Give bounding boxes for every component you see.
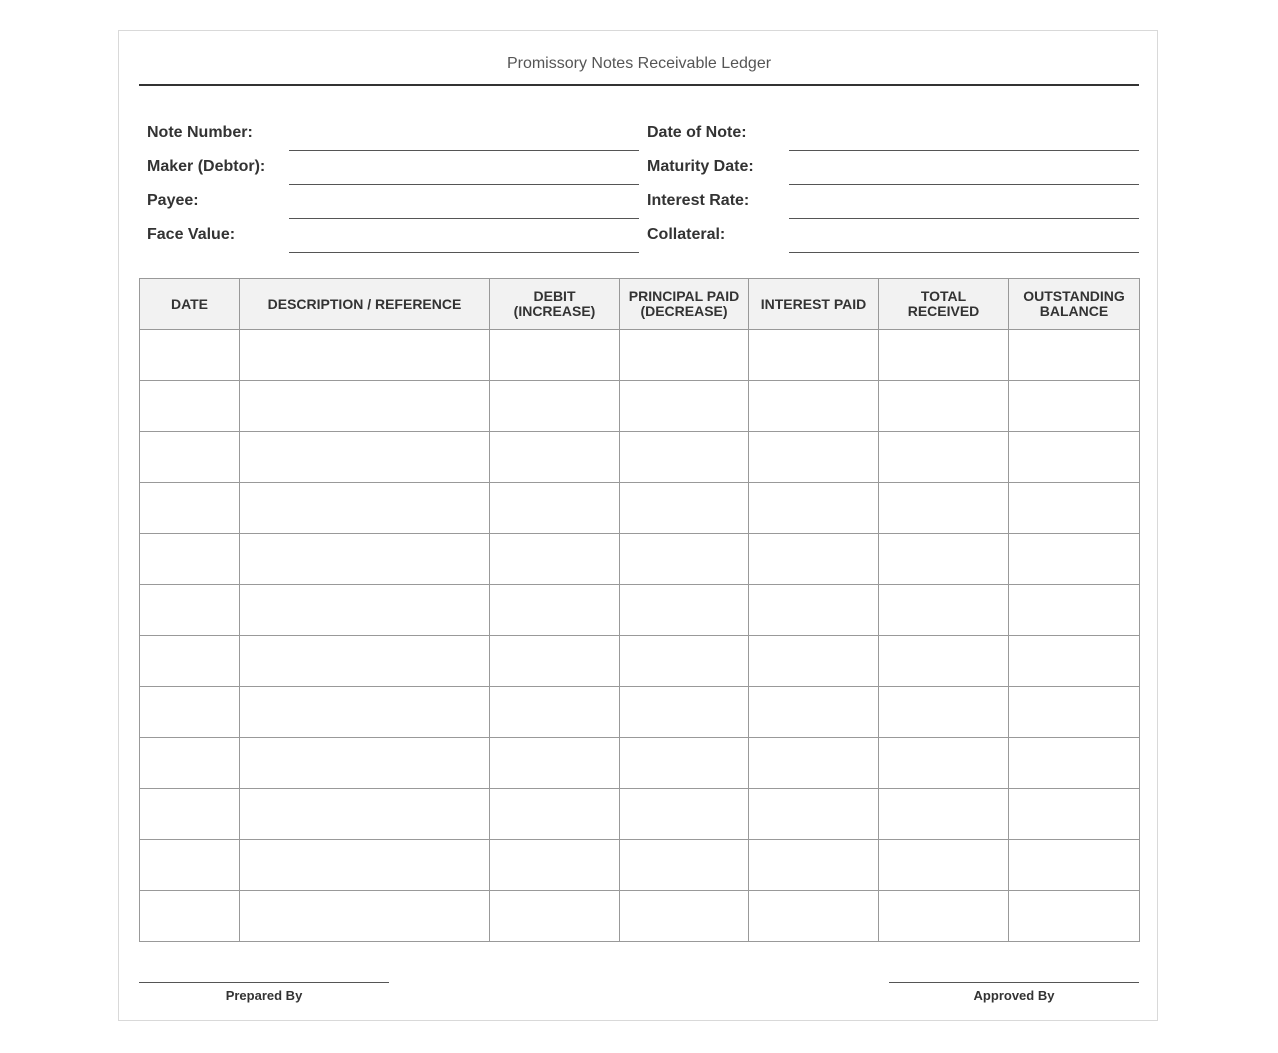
principal-paid-cell[interactable] (620, 687, 749, 738)
description-cell[interactable] (240, 687, 490, 738)
principal-paid-cell[interactable] (620, 585, 749, 636)
face-value-field[interactable] (289, 252, 639, 253)
interest-paid-cell[interactable] (749, 891, 879, 942)
outstanding-balance-cell[interactable] (1009, 432, 1140, 483)
total-received-cell[interactable] (879, 432, 1009, 483)
debit-cell[interactable] (490, 789, 620, 840)
description-cell[interactable] (240, 789, 490, 840)
debit-cell[interactable] (490, 534, 620, 585)
outstanding-balance-cell[interactable] (1009, 738, 1140, 789)
principal-paid-cell[interactable] (620, 534, 749, 585)
column-header-interest-paid: INTEREST PAID (749, 279, 879, 330)
outstanding-balance-cell[interactable] (1009, 636, 1140, 687)
total-received-cell[interactable] (879, 534, 1009, 585)
debit-cell[interactable] (490, 840, 620, 891)
interest-paid-cell[interactable] (749, 381, 879, 432)
description-cell[interactable] (240, 381, 490, 432)
description-cell[interactable] (240, 585, 490, 636)
total-received-cell[interactable] (879, 840, 1009, 891)
description-cell[interactable] (240, 330, 490, 381)
principal-paid-cell[interactable] (620, 891, 749, 942)
outstanding-balance-cell[interactable] (1009, 381, 1140, 432)
description-cell[interactable] (240, 432, 490, 483)
outstanding-balance-cell[interactable] (1009, 687, 1140, 738)
debit-cell[interactable] (490, 585, 620, 636)
principal-paid-cell[interactable] (620, 330, 749, 381)
face-value-label: Face Value: (147, 226, 236, 243)
description-cell[interactable] (240, 483, 490, 534)
outstanding-balance-cell[interactable] (1009, 534, 1140, 585)
outstanding-balance-cell[interactable] (1009, 840, 1140, 891)
total-received-cell[interactable] (879, 636, 1009, 687)
outstanding-balance-cell[interactable] (1009, 891, 1140, 942)
table-row (140, 840, 1140, 891)
principal-paid-cell[interactable] (620, 432, 749, 483)
interest-paid-cell[interactable] (749, 738, 879, 789)
date-cell[interactable] (140, 381, 240, 432)
principal-paid-cell[interactable] (620, 789, 749, 840)
column-header-outstanding-balance: OUTSTANDING BALANCE (1009, 279, 1140, 330)
principal-paid-cell[interactable] (620, 636, 749, 687)
table-row (140, 636, 1140, 687)
maker-debtor-label: Maker (Debtor): (147, 158, 266, 175)
debit-cell[interactable] (490, 381, 620, 432)
table-row (140, 330, 1140, 381)
date-cell[interactable] (140, 789, 240, 840)
debit-cell[interactable] (490, 687, 620, 738)
description-cell[interactable] (240, 840, 490, 891)
date-cell[interactable] (140, 585, 240, 636)
outstanding-balance-cell[interactable] (1009, 330, 1140, 381)
table-row (140, 432, 1140, 483)
date-cell[interactable] (140, 738, 240, 789)
table-row (140, 483, 1140, 534)
total-received-cell[interactable] (879, 585, 1009, 636)
total-received-cell[interactable] (879, 330, 1009, 381)
column-header-date: DATE (140, 279, 240, 330)
table-row (140, 738, 1140, 789)
outstanding-balance-cell[interactable] (1009, 585, 1140, 636)
maturity-date-label: Maturity Date: (647, 158, 754, 175)
maker-debtor-field[interactable] (289, 184, 639, 185)
column-header-principal-paid: PRINCIPAL PAID (DECREASE) (620, 279, 749, 330)
outstanding-balance-cell[interactable] (1009, 789, 1140, 840)
table-row (140, 585, 1140, 636)
table-row (140, 891, 1140, 942)
interest-paid-cell[interactable] (749, 534, 879, 585)
interest-paid-cell[interactable] (749, 687, 879, 738)
payee-field[interactable] (289, 218, 639, 219)
interest-rate-label: Interest Rate: (647, 192, 750, 209)
date-cell[interactable] (140, 534, 240, 585)
interest-paid-cell[interactable] (749, 585, 879, 636)
interest-paid-cell[interactable] (749, 636, 879, 687)
note-number-field[interactable] (289, 150, 639, 151)
date-cell[interactable] (140, 330, 240, 381)
prepared-by-label: Prepared By (225, 988, 303, 1003)
description-cell[interactable] (240, 636, 490, 687)
date-cell[interactable] (140, 891, 240, 942)
debit-cell[interactable] (490, 636, 620, 687)
total-received-cell[interactable] (879, 891, 1009, 942)
total-received-cell[interactable] (879, 789, 1009, 840)
interest-paid-cell[interactable] (749, 840, 879, 891)
debit-cell[interactable] (490, 738, 620, 789)
collateral-label: Collateral: (647, 226, 726, 243)
collateral-field[interactable] (789, 252, 1139, 253)
outstanding-balance-cell[interactable] (1009, 483, 1140, 534)
ledger-page (118, 30, 1158, 1021)
date-cell[interactable] (140, 636, 240, 687)
principal-paid-cell[interactable] (620, 483, 749, 534)
date-cell[interactable] (140, 432, 240, 483)
interest-paid-cell[interactable] (749, 789, 879, 840)
column-header-debit: DEBIT (INCREASE) (490, 279, 620, 330)
description-cell[interactable] (240, 891, 490, 942)
interest-paid-cell[interactable] (749, 432, 879, 483)
title-divider (139, 84, 1139, 86)
interest-paid-cell[interactable] (749, 330, 879, 381)
date-of-note-label: Date of Note: (647, 124, 747, 141)
table-row (140, 687, 1140, 738)
interest-paid-cell[interactable] (749, 483, 879, 534)
ledger-header-row (140, 279, 1140, 330)
table-row (140, 534, 1140, 585)
principal-paid-cell[interactable] (620, 381, 749, 432)
debit-cell[interactable] (490, 891, 620, 942)
date-of-note-field[interactable] (789, 150, 1139, 151)
total-received-cell[interactable] (879, 738, 1009, 789)
column-header-total-received: TOTAL RECEIVED (879, 279, 1009, 330)
principal-paid-cell[interactable] (620, 738, 749, 789)
table-row (140, 789, 1140, 840)
total-received-cell[interactable] (879, 381, 1009, 432)
note-number-label: Note Number: (147, 124, 253, 141)
approved-by-label: Approved By (973, 988, 1055, 1003)
principal-paid-cell[interactable] (620, 840, 749, 891)
date-cell[interactable] (140, 687, 240, 738)
total-received-cell[interactable] (879, 483, 1009, 534)
approved-by-signature-line[interactable] (889, 982, 1139, 983)
prepared-by-signature-line[interactable] (139, 982, 389, 983)
column-header-description: DESCRIPTION / REFERENCE (240, 279, 490, 330)
ledger-table (139, 278, 1140, 942)
maturity-date-field[interactable] (789, 184, 1139, 185)
description-cell[interactable] (240, 534, 490, 585)
table-row (140, 381, 1140, 432)
ledger-body (140, 330, 1140, 942)
date-cell[interactable] (140, 840, 240, 891)
debit-cell[interactable] (490, 330, 620, 381)
debit-cell[interactable] (490, 432, 620, 483)
debit-cell[interactable] (490, 483, 620, 534)
interest-rate-field[interactable] (789, 218, 1139, 219)
total-received-cell[interactable] (879, 687, 1009, 738)
document-title: Promissory Notes Receivable Ledger (506, 55, 772, 72)
description-cell[interactable] (240, 738, 490, 789)
payee-label: Payee: (147, 192, 199, 209)
date-cell[interactable] (140, 483, 240, 534)
